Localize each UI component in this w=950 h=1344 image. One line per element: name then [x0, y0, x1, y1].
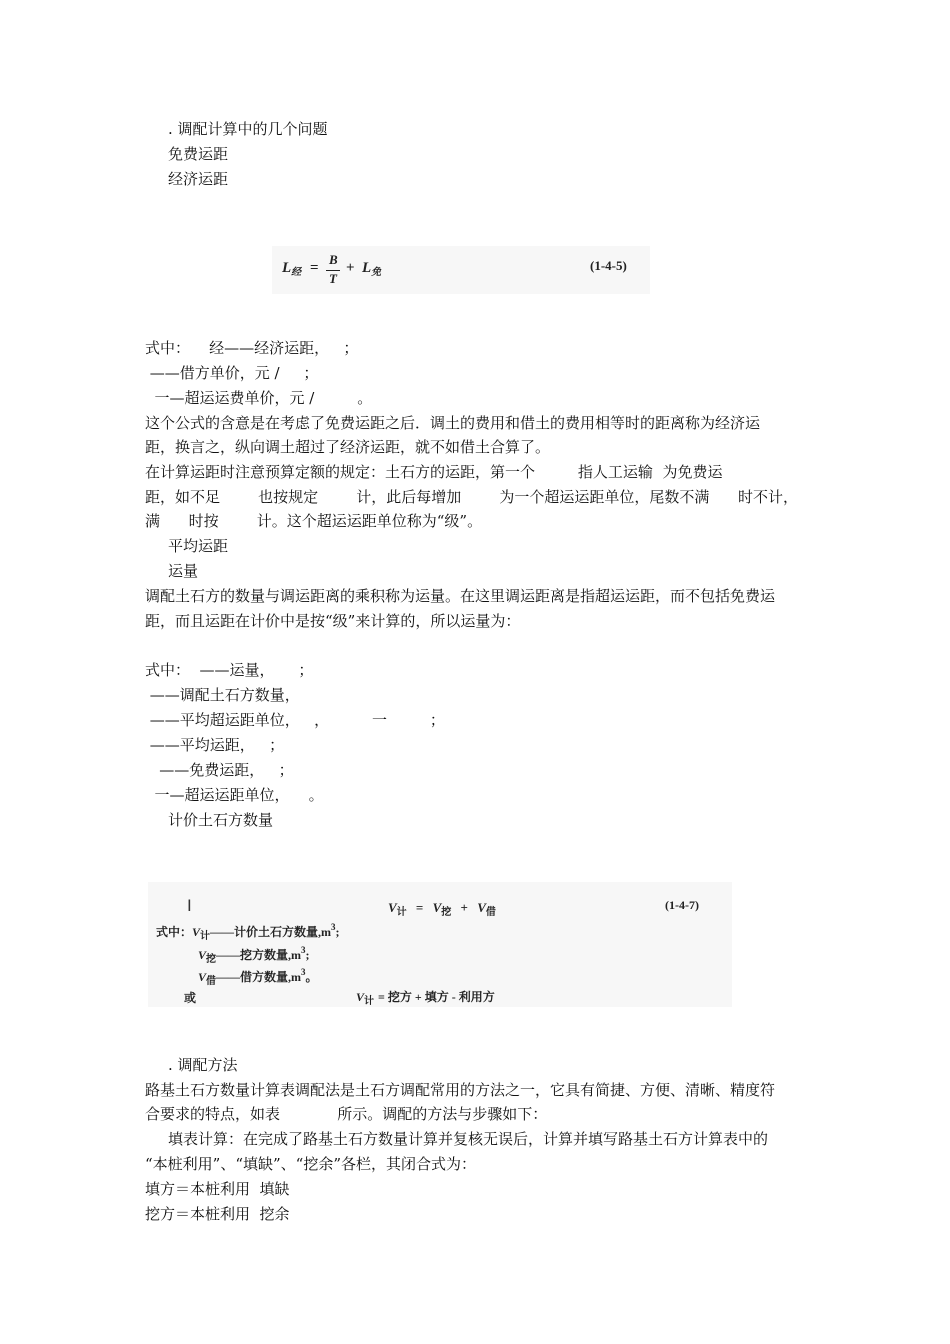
paragraph-line: “本桩利用”、“填缺”、“挖余”各栏，其闭合式为： [145, 1155, 477, 1173]
text-cursor-icon: I [187, 896, 192, 915]
subheading-average-haul: 平均运距 [168, 537, 229, 555]
formula1-T: T [329, 271, 337, 286]
formula2-def1-text: ——计价土石方数量,m [210, 925, 332, 939]
subheading-free-haul: 免费运距 [168, 145, 229, 163]
formula2-alt-sub: 计 [364, 996, 375, 1007]
formula2-top-sub-ji: 计 [396, 907, 407, 918]
formula2-top-plus: + [460, 900, 468, 915]
definition-line-2: ——借方单价，元 / ； [145, 364, 319, 382]
definition-line: ——调配土石方数量， [145, 686, 300, 704]
formula2-or: 或 [184, 991, 197, 1005]
formula2-def2-end: ; [305, 948, 310, 962]
definition-line: 一—超运运距单位， 。 [145, 786, 324, 804]
definition-line-3: 一—超运运费单价，元 / 。 [145, 389, 373, 407]
section-heading-2: . 调配方法 [168, 1056, 238, 1074]
formula2-def3-text: ——借方数量,m [216, 970, 302, 984]
formula2-top-eq: = [415, 900, 424, 915]
formula2-def3-end: 。 [305, 970, 318, 984]
formula2-top-V2: V [432, 900, 442, 915]
formula1-number: (1-4-5) [590, 258, 627, 273]
subheading-economic-haul: 经济运距 [168, 170, 229, 188]
formula2-top-sub-wa: 挖 [441, 907, 452, 918]
section-heading-1: . 调配计算中的几个问题 [168, 120, 328, 138]
definition-line-1: 式中： 经——经济运距， ； [145, 339, 359, 357]
formula2-def3-sub: 借 [206, 976, 217, 987]
formula2-top-V: V [388, 900, 397, 915]
definition-line: ——免费运距， ； [145, 761, 294, 779]
formula1-sub-jing: 经 [291, 267, 302, 278]
paragraph-line: 在计算运距时注意预算定额的规定：土石方的运距，第一个 指人工运输 为免费运 [145, 463, 723, 481]
definition-line: ——平均运距， ； [145, 736, 285, 754]
formula1-eq: = [310, 260, 319, 276]
paragraph-line: 这个公式的含意是在考虑了免费运距之后．调土的费用和借土的费用相等时的距离称为经济运 [145, 414, 761, 432]
formula1-L: L [282, 260, 292, 276]
paragraph-line: 满 时按 计。这个超运运距单位称为“级”。 [145, 512, 483, 530]
formula2-def1-sub: 计 [200, 931, 211, 942]
paragraph-line: 距，如不足 也按规定 计，此后每增加 为一个超运运距单位，尾数不满 时不计， [145, 488, 799, 506]
formula2-def2-V: V [198, 948, 207, 962]
formula2-alt-text: = 挖方 + 填方 - 利用方 [378, 990, 495, 1004]
formula2-top-V3: V [477, 900, 486, 915]
subheading-priced-volume: 计价土石方数量 [168, 811, 274, 829]
paragraph-line: 距，换言之，纵向调土超过了经济运距，就不如借土合算了。 [145, 438, 551, 456]
paragraph-line: 距，而且运距在计价中是按“级”来计算的，所以运量为： [145, 612, 521, 630]
formula2-def3-sup: 3 [301, 967, 306, 977]
formula2-def2-text: ——挖方数量,m [216, 948, 302, 962]
formula2-alt-V: V [356, 990, 365, 1004]
formula1-L2: L [362, 260, 372, 276]
formula2-def2-sup: 3 [301, 945, 306, 955]
closure-formula-fill: 填方＝本桩利用 填缺 [145, 1180, 290, 1198]
paragraph-line: 路基土石方数量计算表调配法是土石方调配常用的方法之一，它具有简捷、方便、清晰、精度符 [145, 1081, 776, 1099]
subheading-haul-volume: 运量 [168, 562, 199, 580]
paragraph-line: 合要求的特点，如表 所示。调配的方法与步骤如下： [145, 1105, 548, 1123]
formula-1-4-5 [272, 246, 650, 294]
formula2-def1-sup: 3 [331, 922, 336, 932]
formula1-B: B [329, 252, 338, 267]
formula2-def3-V: V [198, 970, 207, 984]
paragraph-line: 调配土石方的数量与调运距离的乘积称为运量。在这里调运距离是指超运运距，而不包括免费运 [145, 587, 776, 605]
formula1-sub-mian: 免 [371, 267, 382, 278]
definition-line: 式中： ——运量， ； [145, 661, 314, 679]
formula2-def1-V: V [192, 925, 201, 939]
formula2-number: (1-4-7) [665, 898, 699, 912]
definition-line: ——平均超运距单位， ， 一 ； [145, 711, 445, 729]
formula2-def1-end: ; [335, 925, 340, 939]
formula2-top-sub-jie: 借 [485, 907, 496, 918]
paragraph-line: 填表计算：在完成了路基土石方数量计算并复核无误后，计算并填写路基土石方计算表中的 [168, 1130, 769, 1148]
formula2-def-prefix: 式中： [156, 925, 193, 939]
formula2-def2-sub: 挖 [206, 954, 217, 965]
closure-formula-cut: 挖方＝本桩利用 挖余 [145, 1205, 290, 1223]
formula1-plus: + [346, 260, 355, 276]
formula-1-4-7 [148, 882, 732, 1007]
